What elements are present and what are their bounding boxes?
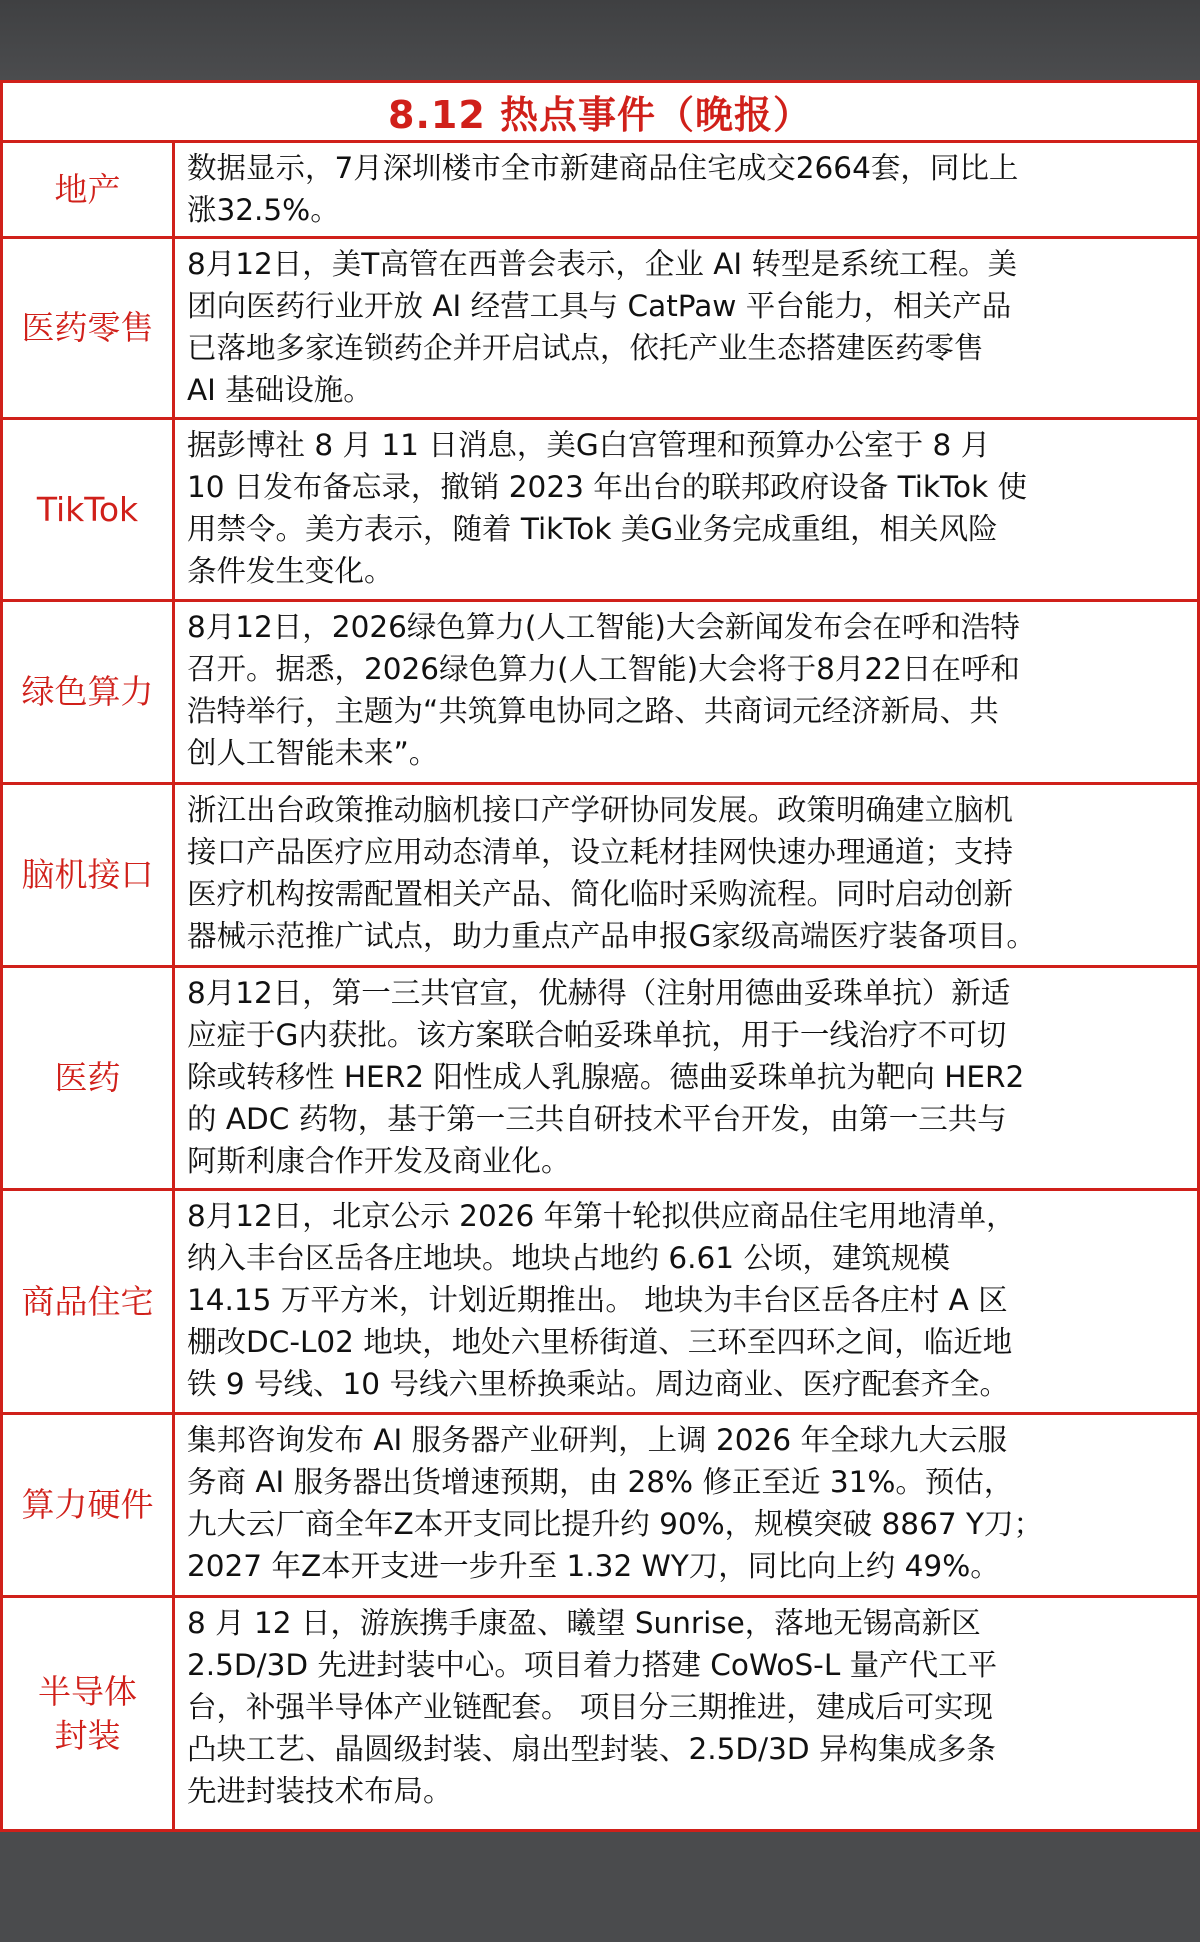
top-background-band bbox=[0, 0, 1200, 80]
table-row-pharma-retail bbox=[3, 239, 1197, 420]
table-row-tiktok bbox=[3, 420, 1197, 602]
category-cell: 商品住宅 bbox=[3, 1191, 175, 1412]
content-cell: 浙江出台政策推动脑机接口产学研协同发展。政策明确建立脑机 接口产品医疗应用动态清单，设立耗材挂网快速办理通道；支持 医疗机构按需配置相关产品、简化临时采购流程。同时启动创新 器械示范推广试点，助力重点产品申报G家级高端医疗装备项目。 bbox=[187, 793, 1036, 953]
page-title: 8.12 热点事件（晚报） bbox=[388, 93, 812, 137]
content-cell: 8 月 12 日，游族携手康盈、曦望 Sunrise，落地无锡高新区 2.5D/3D 先进封装中心。项目着力搭建 CoWoS-L 量产代工平 台，补强半导体产业链配套。 项目分三期推进，建成后可实现 凸块工艺、晶圆级封装、扇出型封装、2.5D/3D 异构集成多条 先进封装技术布局。 bbox=[187, 1606, 998, 1808]
category-cell: 绿色算力 bbox=[3, 602, 175, 782]
category-cell: 医药 bbox=[3, 968, 175, 1188]
category-cell: 地产 bbox=[3, 143, 175, 236]
content-cell: 8月12日，美T高管在西普会表示，企业 AI 转型是系统工程。美 团向医药行业开放 AI 经营工具与 CatPaw 平台能力，相关产品 已落地多家连锁药企并开启试点，依托产业生态搭建医药零售 AI 基础设施。 bbox=[187, 247, 1017, 407]
content-cell: 8月12日，第一三共官宣，优赫得（注射用德曲妥珠单抗）新适 应症于G内获批。该方案联合帕妥珠单抗，用于一线治疗不可切 除或转移性 HER2 阳性成人乳腺癌。德曲妥珠单抗为靶向 HER2 的 ADC 药物，基于第一三共自研技术平台开发，由第一三共与 阿斯利康合作开发及商业化。 bbox=[187, 976, 1025, 1178]
category-cell: TikTok bbox=[3, 420, 175, 599]
table-row-real-estate bbox=[3, 143, 1197, 239]
category-cell: 算力硬件 bbox=[3, 1415, 175, 1595]
table-row-brain-computer-interface bbox=[3, 785, 1197, 968]
category-cell: 医药零售 bbox=[3, 239, 175, 417]
table-row-green-computing bbox=[3, 602, 1197, 785]
hot-events-table bbox=[0, 80, 1200, 1832]
content-cell: 集邦咨询发布 AI 服务器产业研判，上调 2026 年全球九大云服 务商 AI 服务器出货增速预期，由 28% 修正至近 31%。预估， 九大云厂商全年Z本开支同比提升约 90%，规模突破 8867 Y刀； 2027 年Z本开支进一步升至 1.32 WY刀，同比向上约 49%。 bbox=[187, 1423, 1044, 1583]
category-cell: 半导体 封装 bbox=[3, 1598, 175, 1829]
content-cell: 8月12日，2026绿色算力(人工智能)大会新闻发布会在呼和浩特 召开。据悉，2026绿色算力(人工智能)大会将于8月22日在呼和 浩特举行，主题为“共筑算电协同之路、共商词元经济新局、共 创人工智能未来”。 bbox=[187, 610, 1020, 770]
category-cell: 脑机接口 bbox=[3, 785, 175, 965]
table-row-pharma bbox=[3, 968, 1197, 1191]
bottom-background-band bbox=[0, 1832, 1200, 1942]
table-title-row bbox=[3, 83, 1197, 143]
content-cell: 8月12日，北京公示 2026 年第十轮拟供应商品住宅用地清单， 纳入丰台区岳各庄地块。地块占地约 6.61 公顷，建筑规模 14.15 万平方米，计划近期推出。 地块为丰台区岳各庄村 A 区 棚改DC-L02 地块，地处六里桥街道、三环至四环之间，临近地 铁 9 号线、10 号线六里桥换乘站。周边商业、医疗配套齐全。 bbox=[187, 1199, 1016, 1401]
table-row-semiconductor-packaging bbox=[3, 1598, 1197, 1829]
content-cell: 数据显示，7月深圳楼市全市新建商品住宅成交2664套，同比上 涨32.5%。 bbox=[187, 151, 1019, 227]
table-row-commercial-housing bbox=[3, 1191, 1197, 1415]
content-cell: 据彭博社 8 月 11 日消息，美G白宫管理和预算办公室于 8 月 10 日发布备忘录，撤销 2023 年出台的联邦政府设备 TikTok 使 用禁令。美方表示，随着 TikTok 美G业务完成重组，相关风险 条件发生变化。 bbox=[187, 428, 1028, 588]
table-row-computing-hardware bbox=[3, 1415, 1197, 1598]
